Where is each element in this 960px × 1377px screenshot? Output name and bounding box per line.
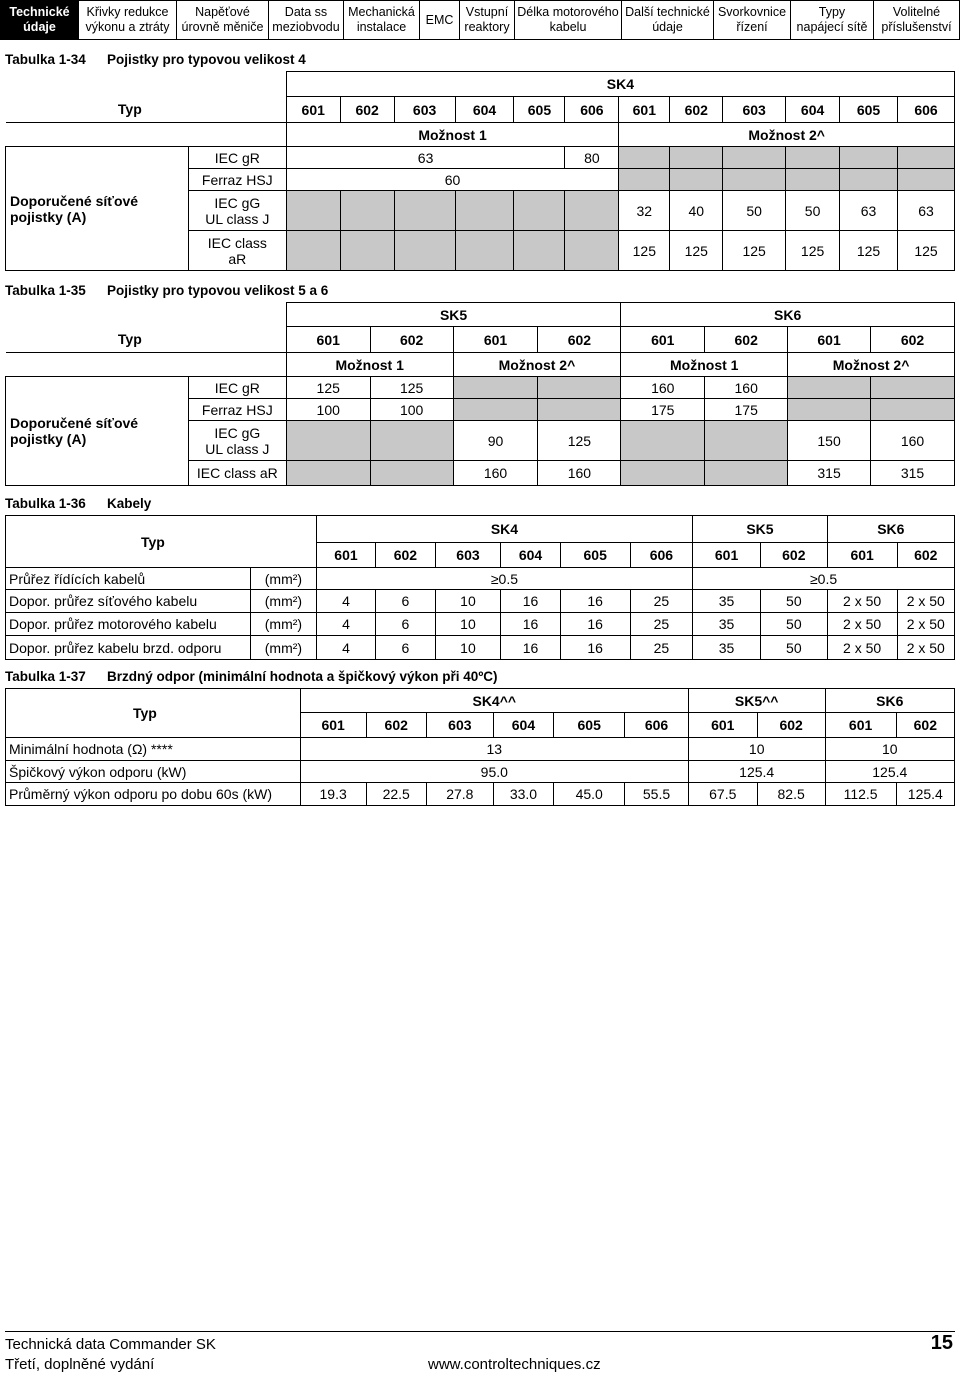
t36-row-label: Průřez řídících kabelů — [6, 568, 251, 590]
t37-row-peak-label: Špičkový výkon odporu (kW) — [6, 761, 301, 783]
footer-divider — [5, 1331, 955, 1332]
t36-cell: 2 x 50 — [897, 636, 954, 660]
table-34-title: Pojistky pro typovou velikost 4 — [107, 52, 306, 67]
t34-gr-value-63: 63 — [286, 147, 565, 169]
t36-cell: 16 — [560, 636, 630, 660]
t35-gr-value: 125 — [286, 377, 370, 399]
t36-cell: 35 — [693, 613, 761, 636]
page-number: 15 — [930, 1332, 953, 1354]
table-34-number: Tabulka 1-34 — [5, 52, 86, 67]
t36-group: SK6 — [827, 516, 954, 543]
t34-typ-label: Typ — [6, 97, 287, 123]
t36-cell: 35 — [693, 590, 761, 613]
t37-code: 606 — [625, 713, 689, 738]
t37-min-value: 10 — [688, 738, 825, 761]
table-35-title: Pojistky pro typovou velikost 5 a 6 — [107, 283, 329, 298]
t37-code: 601 — [300, 713, 366, 738]
t37-avg-value: 22.5 — [366, 783, 426, 806]
t36-group: SK4 — [316, 516, 692, 543]
footer-url[interactable]: www.controltechniques.cz — [428, 1356, 601, 1373]
t35-code: 602 — [871, 327, 955, 353]
t36-cell: 6 — [376, 613, 435, 636]
table-37-number: Tabulka 1-37 — [5, 669, 86, 684]
t35-row-ferraz: Ferraz HSJ — [188, 399, 286, 421]
t34-code: 602 — [340, 97, 394, 123]
t36-cell: 35 — [693, 636, 761, 660]
t36-code: 606 — [630, 543, 693, 568]
table-36-title: Kabely — [107, 496, 152, 511]
nav-tab[interactable] — [0, 0, 79, 40]
t37-code: 602 — [757, 713, 825, 738]
t36-cell: 16 — [560, 590, 630, 613]
t36-control-cable-value: ≥0.5 — [316, 568, 692, 590]
t36-cell: 10 — [435, 590, 501, 613]
t37-code: 604 — [493, 713, 553, 738]
nav-tab[interactable] — [420, 0, 460, 40]
t34-code: 601 — [286, 97, 340, 123]
footer-document-title: Technická data Commander SK — [5, 1336, 216, 1353]
t36-cell: 4 — [316, 636, 375, 660]
t34-ar-value: 125 — [619, 231, 670, 271]
t36-cell: 4 — [316, 590, 375, 613]
t36-cell: 16 — [501, 636, 560, 660]
t37-avg-value: 82.5 — [757, 783, 825, 806]
t35-code: 602 — [370, 327, 453, 353]
nav-tab[interactable] — [177, 0, 269, 40]
t36-cell: 6 — [376, 590, 435, 613]
t36-row-label: Dopor. průřez síťového kabelu — [6, 590, 251, 613]
nav-tab-label: Mechanická instalace — [348, 5, 415, 34]
t36-cell: 50 — [760, 636, 827, 660]
t36-cell: 16 — [560, 613, 630, 636]
nav-tab[interactable] — [714, 0, 791, 40]
t36-code: 605 — [560, 543, 630, 568]
t37-avg-value: 125.4 — [896, 783, 954, 806]
t34-ar-value: 125 — [786, 231, 840, 271]
t34-ar-value: 125 — [670, 231, 723, 271]
t36-code: 602 — [897, 543, 954, 568]
t35-group-sk5: SK5 — [286, 303, 621, 327]
t35-option: Možnost 1 — [621, 353, 788, 377]
nav-tab-label: Napěťové úrovně měniče — [181, 5, 264, 34]
nav-tab[interactable] — [874, 0, 960, 40]
t36-code: 601 — [316, 543, 375, 568]
nav-tab-label: Typy napájecí sítě — [796, 5, 868, 34]
t37-group: SK6 — [825, 689, 954, 713]
t35-ferraz-value: 100 — [370, 399, 453, 421]
t34-row-iec-gg: IEC gG UL class J — [188, 191, 286, 231]
t35-typ-label: Typ — [6, 327, 287, 353]
t35-code: 601 — [286, 327, 370, 353]
t34-row-iec-ar: IEC class aR — [188, 231, 286, 271]
t36-row-unit: (mm²) — [251, 568, 317, 590]
t36-cell: 25 — [630, 613, 693, 636]
t37-typ-label: Typ — [6, 689, 301, 738]
nav-tab[interactable] — [791, 0, 874, 40]
t37-avg-value: 67.5 — [688, 783, 757, 806]
t36-code: 604 — [501, 543, 560, 568]
t34-gg-value: 32 — [619, 191, 670, 231]
t35-ar-value: 315 — [871, 461, 955, 486]
t34-code: 601 — [619, 97, 670, 123]
t34-code: 605 — [514, 97, 565, 123]
t34-ar-value: 125 — [840, 231, 898, 271]
t36-code: 602 — [760, 543, 827, 568]
t34-row-group-label: Doporučené síťové pojistky (A) — [6, 147, 189, 271]
t37-code: 602 — [366, 713, 426, 738]
t36-cell: 25 — [630, 590, 693, 613]
table-36 — [5, 515, 955, 660]
t37-row-min-label: Minimální hodnota (Ω) **** — [6, 738, 301, 761]
t34-ar-value: 125 — [897, 231, 954, 271]
t35-ar-value: 315 — [788, 461, 871, 486]
t37-row-avg-label: Průměrný výkon odporu po dobu 60s (kW) — [6, 783, 301, 806]
t36-typ-label: Typ — [6, 516, 317, 568]
t37-min-value: 13 — [300, 738, 688, 761]
nav-tab[interactable] — [460, 0, 515, 40]
t35-gr-value: 160 — [705, 377, 788, 399]
t37-peak-value: 125.4 — [825, 761, 954, 783]
t36-row-unit: (mm²) — [251, 590, 317, 613]
nav-tab-label: Délka motorového kabelu — [517, 5, 619, 34]
nav-tab-label: Vstupní reaktory — [464, 5, 510, 34]
table-37-caption — [5, 669, 498, 684]
t35-ferraz-value: 175 — [621, 399, 705, 421]
table-34 — [5, 71, 955, 271]
t35-row-group-label: Doporučené síťové pojistky (A) — [6, 377, 189, 486]
nav-tab-label: EMC — [425, 12, 454, 27]
t34-code: 606 — [565, 97, 619, 123]
t37-group: SK5^^ — [688, 689, 825, 713]
t36-cell: 16 — [501, 613, 560, 636]
t34-gg-value: 50 — [723, 191, 786, 231]
t36-cell: 2 x 50 — [827, 613, 897, 636]
t35-gg-value: 90 — [453, 421, 538, 461]
t34-gg-value: 50 — [786, 191, 840, 231]
t34-gg-value: 40 — [670, 191, 723, 231]
t34-row-iec-gr: IEC gR — [188, 147, 286, 169]
t34-code: 603 — [723, 97, 786, 123]
t36-code: 603 — [435, 543, 501, 568]
nav-tab-label: Další technické údaje — [625, 5, 710, 34]
t35-code: 602 — [705, 327, 788, 353]
nav-tab[interactable] — [344, 0, 420, 40]
nav-tab[interactable] — [622, 0, 714, 40]
footer-edition: Třetí, doplněné vydání — [5, 1356, 155, 1373]
t36-code: 602 — [376, 543, 435, 568]
t35-gr-value: 160 — [621, 377, 705, 399]
t35-gg-value: 125 — [538, 421, 621, 461]
nav-tab[interactable] — [79, 0, 177, 40]
table-37-title: Brzdný odpor (minimální hodnota a špičkový výkon při 40ºC) — [107, 669, 498, 684]
t37-avg-value: 55.5 — [625, 783, 689, 806]
t35-code: 601 — [453, 327, 538, 353]
t35-group-sk6: SK6 — [621, 303, 955, 327]
t36-cell: 2 x 50 — [897, 590, 954, 613]
t37-code: 605 — [554, 713, 625, 738]
t34-gg-value: 63 — [897, 191, 954, 231]
nav-tab-label: Volitelné příslušenství — [881, 5, 952, 34]
nav-tab-label: Technické údaje — [9, 5, 70, 34]
t34-code: 603 — [394, 97, 455, 123]
t35-code: 602 — [538, 327, 621, 353]
t37-code: 601 — [688, 713, 757, 738]
t34-option-2: Možnost 2^ — [619, 123, 955, 147]
t37-code: 602 — [896, 713, 954, 738]
t35-ferraz-value: 100 — [286, 399, 370, 421]
t36-cell: 50 — [760, 590, 827, 613]
t36-cell: 2 x 50 — [897, 613, 954, 636]
t36-row-label: Dopor. průřez motorového kabelu — [6, 613, 251, 636]
t37-peak-value: 95.0 — [300, 761, 688, 783]
t34-code: 605 — [840, 97, 898, 123]
table-35 — [5, 302, 955, 486]
t35-code: 601 — [788, 327, 871, 353]
t35-row-iec-ar: IEC class aR — [188, 461, 286, 486]
t37-avg-value: 19.3 — [300, 783, 366, 806]
t34-group-sk4: SK4 — [286, 72, 954, 97]
t36-cell: 2 x 50 — [827, 636, 897, 660]
t35-gg-value: 160 — [871, 421, 955, 461]
t36-row-label: Dopor. průřez kabelu brzd. odporu — [6, 636, 251, 660]
t34-ferraz-value: 60 — [286, 169, 619, 191]
t34-ar-value: 125 — [723, 231, 786, 271]
nav-tab-label: Křivky redukce výkonu a ztráty — [85, 5, 170, 34]
table-35-number: Tabulka 1-35 — [5, 283, 86, 298]
nav-tab-label: Svorkovnice řízení — [717, 5, 787, 34]
t37-peak-value: 125.4 — [688, 761, 825, 783]
t34-option-1: Možnost 1 — [286, 123, 619, 147]
t37-min-value: 10 — [825, 738, 954, 761]
t34-row-ferraz: Ferraz HSJ — [188, 169, 286, 191]
t35-row-iec-gr: IEC gR — [188, 377, 286, 399]
t36-code: 601 — [827, 543, 897, 568]
t36-cell: 25 — [630, 636, 693, 660]
t36-cell: 10 — [435, 613, 501, 636]
nav-tab[interactable] — [515, 0, 622, 40]
t35-gg-value: 150 — [788, 421, 871, 461]
t35-option: Možnost 1 — [286, 353, 453, 377]
t37-avg-value: 27.8 — [426, 783, 493, 806]
t34-gg-value: 63 — [840, 191, 898, 231]
t35-row-iec-gg: IEC gG UL class J — [188, 421, 286, 461]
t35-code: 601 — [621, 327, 705, 353]
t37-code: 603 — [426, 713, 493, 738]
t36-cell: 4 — [316, 613, 375, 636]
t35-ferraz-value: 175 — [705, 399, 788, 421]
t34-code: 602 — [670, 97, 723, 123]
t34-gr-value-80: 80 — [565, 147, 619, 169]
nav-tab[interactable] — [269, 0, 344, 40]
t34-code: 604 — [786, 97, 840, 123]
t36-cell: 2 x 50 — [827, 590, 897, 613]
t35-ar-value: 160 — [538, 461, 621, 486]
t35-gr-value: 125 — [370, 377, 453, 399]
t34-code: 606 — [897, 97, 954, 123]
t36-cell: 6 — [376, 636, 435, 660]
top-navigation — [0, 0, 960, 40]
t36-code: 601 — [693, 543, 761, 568]
table-37 — [5, 688, 955, 806]
t35-option: Možnost 2^ — [788, 353, 955, 377]
t34-code: 604 — [455, 97, 514, 123]
t37-code: 601 — [825, 713, 896, 738]
t37-group: SK4^^ — [300, 689, 688, 713]
t36-control-cable-value: ≥0.5 — [693, 568, 955, 590]
table-34-caption — [5, 52, 306, 67]
t36-group: SK5 — [693, 516, 828, 543]
nav-tab-label: Data ss meziobvodu — [272, 5, 340, 34]
table-36-caption — [5, 496, 151, 511]
t36-cell: 16 — [501, 590, 560, 613]
t36-row-unit: (mm²) — [251, 636, 317, 660]
t36-cell: 50 — [760, 613, 827, 636]
t35-ar-value: 160 — [453, 461, 538, 486]
t37-avg-value: 33.0 — [493, 783, 553, 806]
table-35-caption — [5, 283, 328, 298]
table-36-number: Tabulka 1-36 — [5, 496, 86, 511]
t35-option: Možnost 2^ — [453, 353, 621, 377]
t36-row-unit: (mm²) — [251, 613, 317, 636]
t37-avg-value: 112.5 — [825, 783, 896, 806]
t36-cell: 10 — [435, 636, 501, 660]
t37-avg-value: 45.0 — [554, 783, 625, 806]
